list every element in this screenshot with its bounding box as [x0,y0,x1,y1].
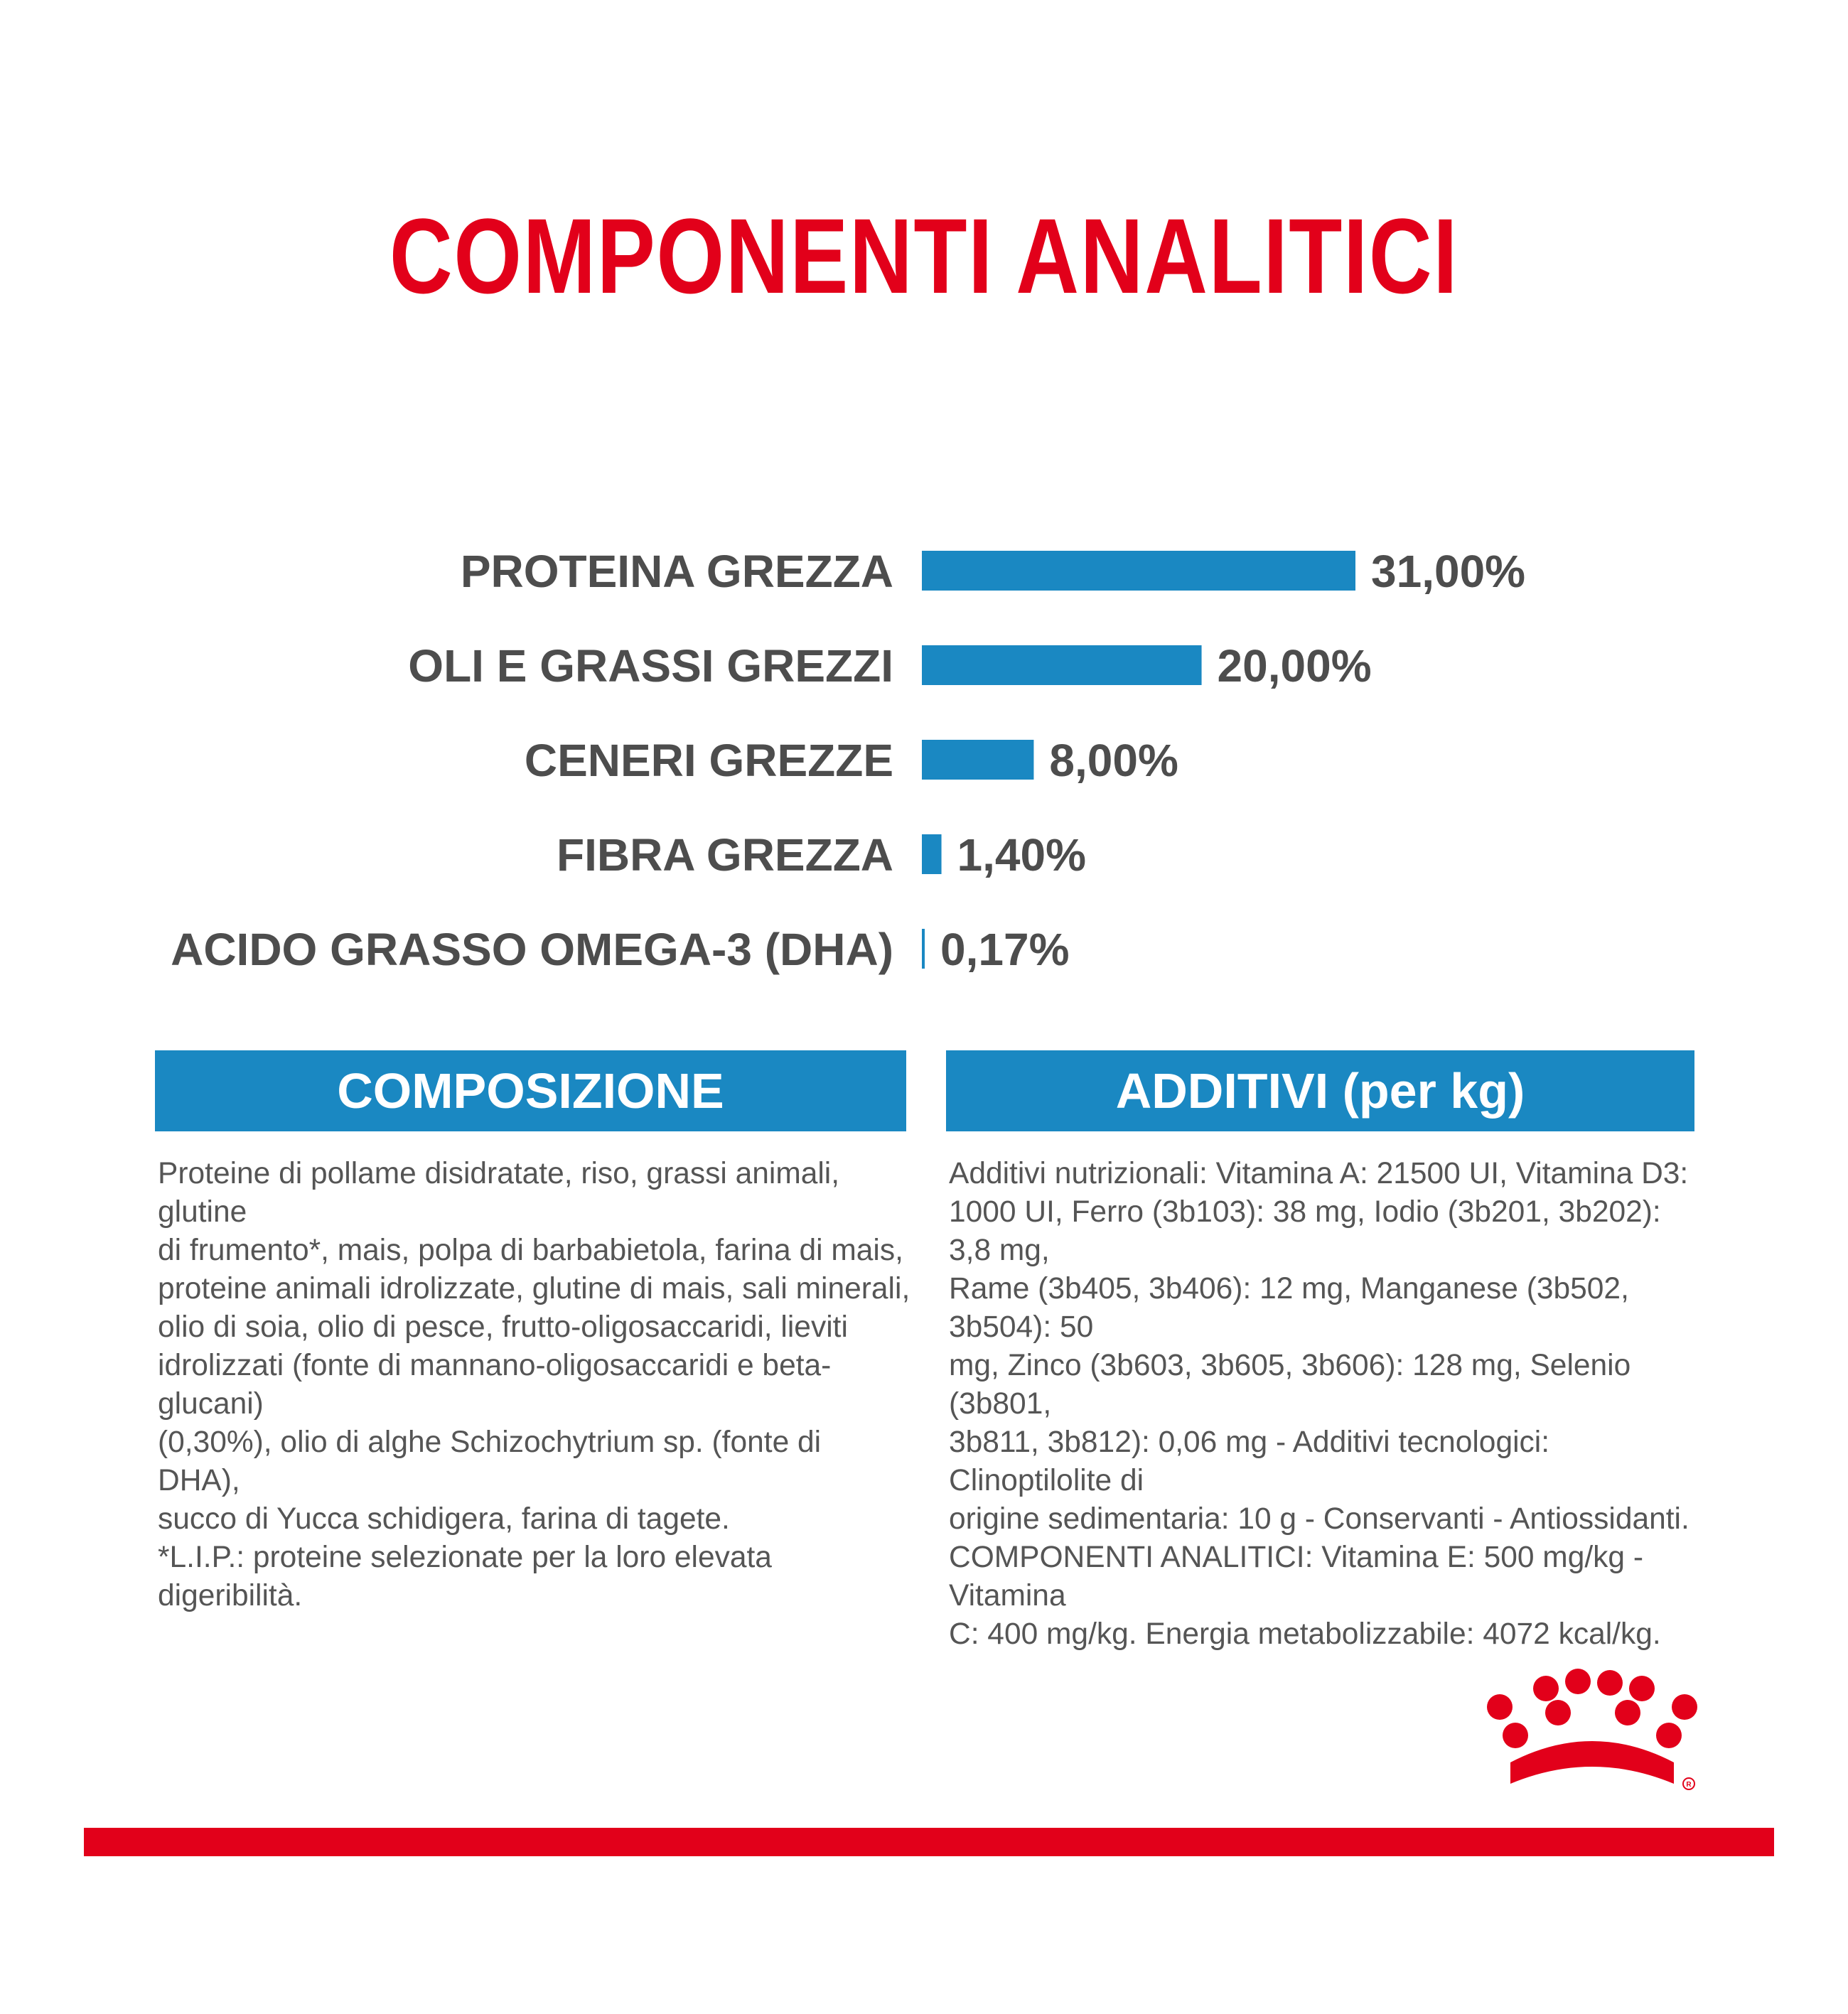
additivi-header: ADDITIVI (per kg) [946,1050,1694,1131]
bar-value-label: 20,00% [1217,640,1372,691]
bar-label: PROTEINA GREZZA [460,546,893,597]
bar [922,929,925,969]
bar [922,551,1355,591]
bar [922,834,942,874]
composizione-header: COMPOSIZIONE [155,1050,906,1131]
bar-value-label: 0,17% [940,924,1070,975]
bar [922,740,1033,780]
bar [922,645,1202,685]
composizione-text: Proteine di pollame disidratate, riso, grassi animali, glutine di frumento*, mais, polpa di barbabietola, farina di mais, proteine animali idrolizzate, glutine di mais, sali minerali, olio di soia, olio di pesce, frutto-oligosaccaridi, lieviti idrolizzati (fonte di mannano-oligosaccaridi e beta-glucani) (0,30%), olio di alghe Schizochytrium sp. (fonte di DHA), succo di Yucca schidigera, farina di tagete. *L.I.P.: proteine selezionate per la loro elevata digeribilità. [158,1157,910,1612]
bar-label: ACIDO GRASSO OMEGA-3 (DHA) [171,924,893,975]
svg-text:R: R [1686,1781,1692,1789]
bar-label: OLI E GRASSI GREZZI [408,640,893,691]
bar-value-label: 31,00% [1371,546,1526,597]
page-title: COMPONENTI ANALITICI [389,196,1459,316]
red-stripe [84,1828,1774,1856]
bar-label: CENERI GREZZE [524,735,893,786]
bar-label: FIBRA GREZZA [556,829,893,881]
bar-value-label: 1,40% [957,829,1087,881]
royal-canin-crown-icon [1471,1656,1699,1798]
additivi-text: Additivi nutrizionali: Vitamina A: 21500 UI, Vitamina D3: 1000 UI, Ferro (3b103): 38 mg, Iodio (3b201, 3b202): 3,8 mg, Rame (3b405, 3b406): 12 mg, Manganese (3b502, 3b504): 50 mg, Zinco (3b603, 3b605, 3b606): 128 mg, Selenio (3b801, 3b811, 3b812): 0,06 mg - Additivi tecnologici: Clinoptilolite di origine sedimentaria: 10 g - Conservanti - Antiossidanti. COMPONENTI ANALITICI: Vitamina E: 500 mg/kg - Vitamina C: 400 mg/kg. Energia metabolizzabile: 4072 kcal/kg. [949,1157,1689,1651]
bar-value-label: 8,00% [1049,735,1178,786]
analytic-bar-chart [0,526,1848,995]
